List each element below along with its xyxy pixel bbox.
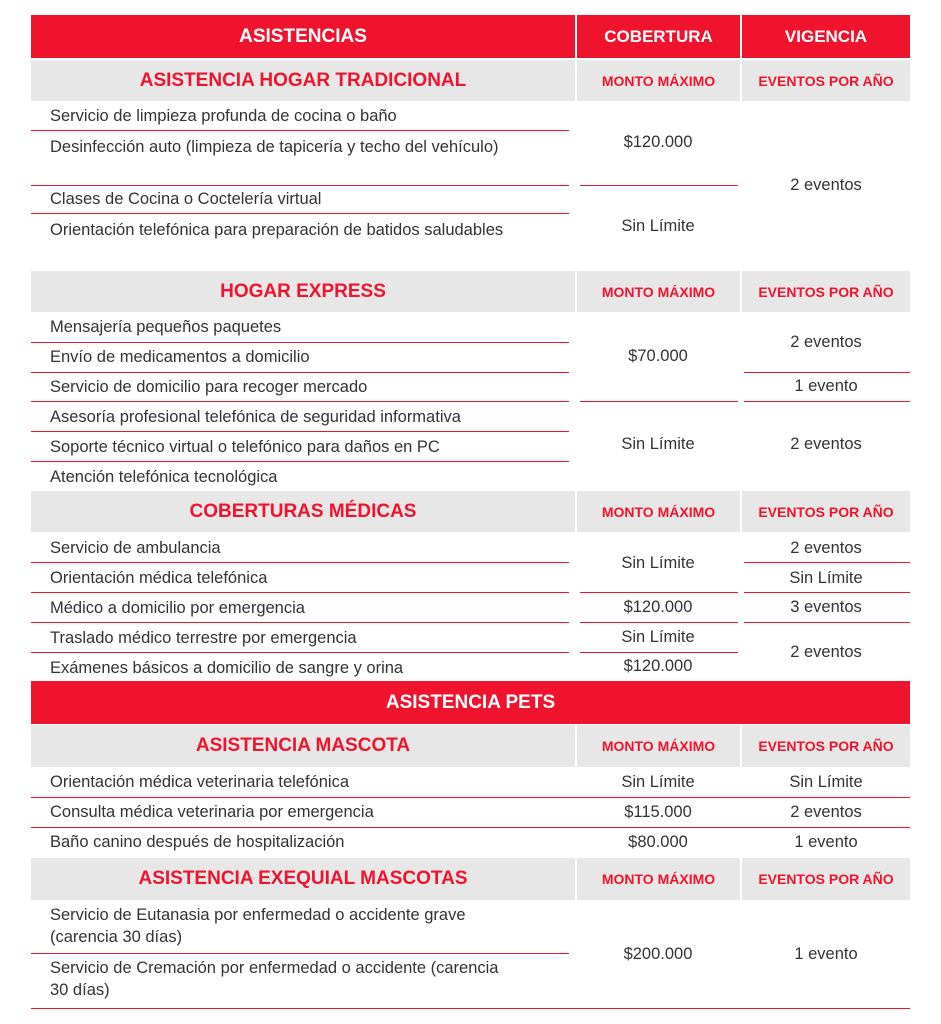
validity-value: 2 eventos — [790, 539, 862, 557]
validity-value: 2 eventos — [790, 176, 862, 194]
list-item: Consulta médica veterinaria por emergencia — [50, 803, 374, 821]
header-vigencia: VIGENCIA — [784, 26, 868, 46]
list-item: Orientación médica telefónica — [50, 569, 268, 587]
coverage-value: Sin Límite — [621, 217, 695, 235]
row-divider — [31, 797, 910, 798]
validity-value: Sin Límite — [789, 569, 863, 587]
section-title-mascota: ASISTENCIA MASCOTA — [195, 735, 411, 756]
label-eventos-por-ano: EVENTOS POR AÑO — [758, 503, 894, 520]
validity-value: 2 eventos — [790, 333, 862, 351]
coverage-value: Sin Límite — [621, 628, 695, 646]
coverage-value: $120.000 — [623, 657, 693, 675]
row-divider — [31, 372, 569, 373]
row-divider — [31, 622, 569, 623]
label-monto-maximo: MONTO MÁXIMO — [601, 738, 716, 754]
row-divider — [580, 652, 738, 653]
list-item: Clases de Cocina o Coctelería virtual — [50, 190, 322, 208]
list-item: Asesoría profesional telefónica de seguridad informativa — [50, 408, 461, 426]
row-divider — [580, 592, 738, 593]
row-divider — [31, 213, 569, 214]
section-title-medicas: COBERTURAS MÉDICAS — [189, 500, 417, 522]
coverage-value: Sin Límite — [621, 554, 695, 572]
label-monto-maximo: MONTO MÁXIMO — [601, 283, 716, 300]
label-monto-maximo: MONTO MÁXIMO — [601, 72, 716, 89]
section-header-pets: ASISTENCIA PETS — [31, 681, 910, 724]
row-divider — [580, 401, 738, 402]
validity-value: 2 eventos — [790, 435, 862, 453]
coverage-value: $120.000 — [623, 598, 693, 616]
list-item: Servicio de Cremación por enfermedad o accidente (carencia 30 días) — [50, 959, 499, 999]
row-divider — [31, 652, 569, 653]
row-divider — [31, 827, 910, 828]
row-divider — [744, 401, 910, 402]
label-eventos-por-ano: EVENTOS POR AÑO — [758, 871, 894, 887]
coverage-value: $80.000 — [628, 833, 688, 851]
list-item: Traslado médico terrestre por emergencia — [50, 629, 357, 647]
list-item: Médico a domicilio por emergencia — [50, 599, 305, 617]
row-divider — [31, 401, 569, 402]
list-item: Baño canino después de hospitalización — [50, 833, 345, 851]
coverage-value: $120.000 — [623, 133, 693, 151]
row-divider — [31, 461, 569, 462]
list-item: Soporte técnico virtual o telefónico para daños en PC — [50, 438, 440, 456]
list-item: Atención telefónica tecnológica — [50, 468, 278, 486]
validity-value: 2 eventos — [790, 643, 862, 661]
label-eventos-por-ano: EVENTOS POR AÑO — [758, 72, 894, 89]
row-divider — [31, 562, 569, 563]
list-item: Servicio de domicilio para recoger mercado — [50, 378, 368, 396]
validity-value: Sin Límite — [789, 773, 863, 791]
validity-value: 1 evento — [794, 833, 858, 851]
list-item: Desinfección auto (limpieza de tapicería y techo del vehículo) — [50, 138, 499, 156]
coverage-value: Sin Límite — [621, 435, 695, 453]
row-divider — [744, 622, 910, 623]
row-divider — [744, 372, 910, 373]
validity-value: 2 eventos — [790, 803, 862, 821]
table-bottom-border — [31, 1008, 910, 1009]
row-divider — [580, 185, 738, 186]
coverage-value: $115.000 — [624, 803, 692, 821]
section-title-hogar: ASISTENCIA HOGAR TRADICIONAL — [139, 69, 467, 91]
list-item: Exámenes básicos a domicilio de sangre y orina — [50, 659, 404, 677]
list-item: Servicio de Eutanasia por enfermedad o accidente grave (carencia 30 días) — [50, 906, 466, 946]
row-divider — [31, 592, 569, 593]
label-eventos-por-ano: EVENTOS POR AÑO — [758, 738, 894, 754]
list-item: Servicio de limpieza profunda de cocina o baño — [50, 107, 397, 125]
row-divider — [31, 431, 569, 432]
header-cobertura: COBERTURA — [604, 26, 713, 46]
validity-value: 1 evento — [794, 377, 858, 395]
coverage-value: $70.000 — [628, 347, 688, 365]
label-monto-maximo: MONTO MÁXIMO — [601, 871, 716, 887]
coverage-value: Sin Límite — [621, 773, 695, 791]
list-item: Envío de medicamentos a domicilio — [50, 348, 310, 366]
row-divider — [31, 130, 569, 131]
row-divider — [31, 342, 569, 343]
row-divider — [31, 953, 569, 954]
row-divider — [744, 562, 910, 563]
row-divider — [744, 592, 910, 593]
list-item: Orientación telefónica para preparación de batidos saludables — [50, 221, 504, 239]
label-eventos-por-ano: EVENTOS POR AÑO — [758, 283, 894, 300]
row-divider — [31, 185, 569, 186]
coverage-value: $200.000 — [623, 945, 693, 963]
list-item: Orientación médica veterinaria telefónica — [50, 773, 349, 791]
section-title-exequial: ASISTENCIA EXEQUIAL MASCOTAS — [138, 868, 468, 889]
validity-value: 1 evento — [794, 945, 858, 963]
row-divider — [580, 622, 738, 623]
list-item: Mensajería pequeños paquetes — [50, 318, 282, 336]
section-title-express: HOGAR EXPRESS — [220, 280, 386, 302]
label-monto-maximo: MONTO MÁXIMO — [601, 503, 716, 520]
list-item: Servicio de ambulancia — [50, 539, 221, 557]
header-asistencias: ASISTENCIAS — [239, 25, 367, 47]
validity-value: 3 eventos — [790, 598, 862, 616]
